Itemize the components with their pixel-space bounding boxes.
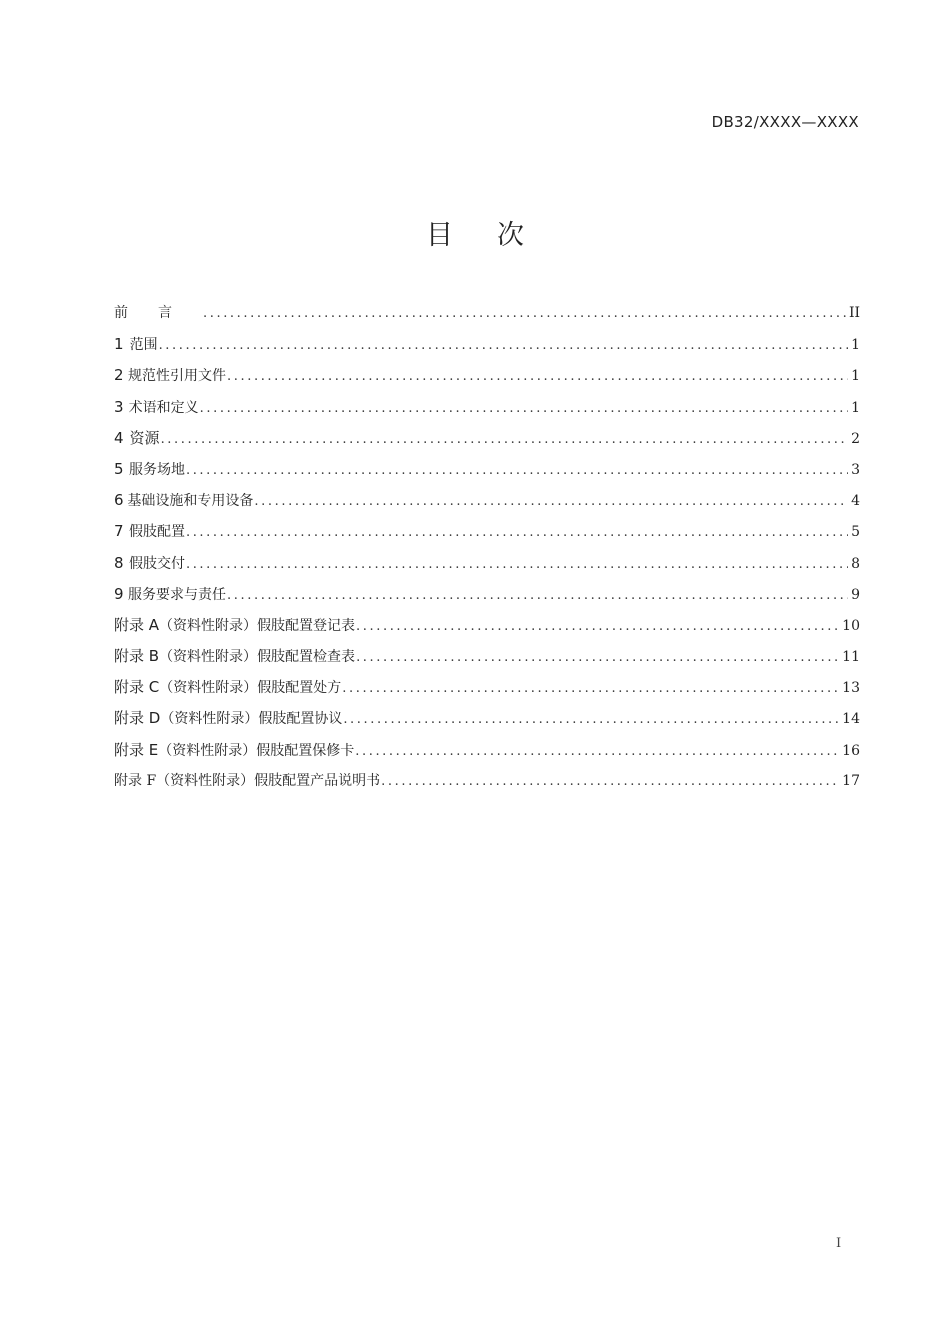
toc-entry-page: 2 (851, 430, 860, 447)
toc-annex-type: （资料性附录） (159, 617, 258, 634)
toc-entry-section-9[interactable] (114, 579, 860, 610)
toc-entry-page: 1 (851, 368, 860, 385)
dot-leader (186, 455, 848, 486)
toc-entry-page: 8 (851, 555, 860, 572)
toc-annex-type: （资料性附录） (159, 649, 258, 666)
toc-entry-page: 1 (851, 399, 860, 416)
toc-entry-section-5[interactable] (114, 454, 860, 485)
toc-entry-section-3[interactable] (114, 392, 860, 423)
toc-entry-page: 13 (842, 680, 860, 697)
toc-entry-page: 10 (842, 617, 860, 634)
toc-entry-number: 7 (114, 522, 124, 541)
toc-entry-label: 假肢交付 (128, 555, 185, 572)
toc-annex-number: 附录 B (114, 647, 160, 666)
toc-entry-preface[interactable] (114, 298, 860, 329)
toc-entry-label: 前言 (114, 305, 202, 321)
toc-entry-page: 1 (851, 337, 860, 354)
toc-entry-page: II (848, 305, 860, 321)
toc-entry-number: 1 (114, 335, 124, 354)
toc-entry-label: 术语和定义 (128, 399, 199, 416)
toc-entry-page: 11 (842, 649, 860, 666)
toc-entry-page: 4 (851, 493, 860, 510)
dot-leader (186, 549, 848, 580)
toc-entry-label: 假肢配置处方 (257, 680, 342, 697)
table-of-contents (114, 298, 860, 797)
toc-entry-label: 资源 (129, 428, 160, 447)
toc-entry-label: 服务要求与责任 (128, 586, 227, 603)
dot-leader (203, 298, 846, 329)
toc-title-char-1: 目 (426, 220, 453, 251)
toc-annex-number: 附录 F (114, 772, 157, 789)
toc-entry-section-7[interactable] (114, 516, 860, 547)
dot-leader (200, 393, 848, 424)
toc-entry-label: 假肢配置产品说明书 (254, 772, 381, 789)
toc-entry-section-8[interactable] (114, 548, 860, 579)
toc-entry-page: 14 (842, 711, 860, 728)
toc-annex-number: 附录 C (114, 678, 160, 697)
toc-entry-number: 4 (114, 428, 124, 447)
toc-annex-number: 附录 A (114, 615, 160, 634)
toc-entry-number: 5 (114, 459, 124, 478)
toc-entry-annex-a[interactable] (114, 610, 860, 641)
toc-entry-label: 假肢配置协议 (258, 711, 343, 728)
document-code: DB32/XXXX—XXXX (711, 113, 859, 131)
toc-entry-page: 3 (851, 461, 860, 478)
toc-entry-annex-b[interactable] (114, 641, 860, 672)
toc-annex-type: （资料性附录） (159, 680, 258, 697)
toc-annex-number: 附录 E (114, 740, 159, 759)
toc-entry-annex-f[interactable] (114, 766, 860, 797)
toc-entry-number: 3 (114, 397, 124, 416)
toc-annex-number: 附录 D (114, 709, 161, 728)
toc-entry-number: 8 (114, 553, 124, 572)
toc-entry-label: 假肢配置保修卡 (256, 742, 355, 759)
dot-leader (227, 361, 848, 392)
page-number: I (836, 1236, 842, 1251)
toc-annex-type: （资料性附录） (160, 711, 259, 728)
toc-entry-annex-e[interactable] (114, 735, 860, 766)
toc-annex-type: （资料性附录） (158, 742, 257, 759)
toc-entry-section-4[interactable] (114, 423, 860, 454)
toc-entry-number: 2 (114, 366, 124, 385)
toc-entry-section-6[interactable] (114, 485, 860, 516)
dot-leader (342, 673, 839, 704)
dot-leader (356, 611, 839, 642)
toc-title (0, 213, 950, 252)
toc-entry-annex-c[interactable] (114, 672, 860, 703)
toc-entry-page: 5 (851, 524, 860, 541)
dot-leader (159, 330, 849, 361)
dot-leader (355, 736, 839, 767)
toc-entry-page: 9 (851, 586, 860, 603)
toc-entry-label: 范围 (129, 337, 158, 354)
toc-entry-label: 假肢配置 (128, 524, 185, 541)
toc-entry-page: 16 (842, 742, 860, 759)
toc-entry-section-2[interactable] (114, 360, 860, 391)
dot-leader (161, 424, 849, 455)
dot-leader (227, 580, 848, 611)
toc-entry-number: 6 (114, 491, 124, 510)
toc-entry-annex-d[interactable] (114, 703, 860, 734)
toc-title-char-2: 次 (497, 220, 524, 251)
toc-annex-type: （资料性附录） (156, 772, 255, 789)
dot-leader (343, 704, 839, 735)
dot-leader (356, 642, 839, 673)
toc-entry-label: 基础设施和专用设备 (127, 493, 254, 510)
toc-entry-label: 假肢配置登记表 (257, 617, 356, 634)
toc-entry-number: 9 (114, 584, 124, 603)
toc-entry-label: 规范性引用文件 (128, 368, 227, 385)
dot-leader (381, 766, 839, 797)
toc-entry-label: 假肢配置检查表 (257, 649, 356, 666)
toc-entry-page: 17 (842, 772, 860, 789)
toc-entry-label: 服务场地 (128, 461, 185, 478)
dot-leader (186, 517, 848, 548)
toc-entry-section-1[interactable] (114, 329, 860, 360)
dot-leader (254, 486, 848, 517)
